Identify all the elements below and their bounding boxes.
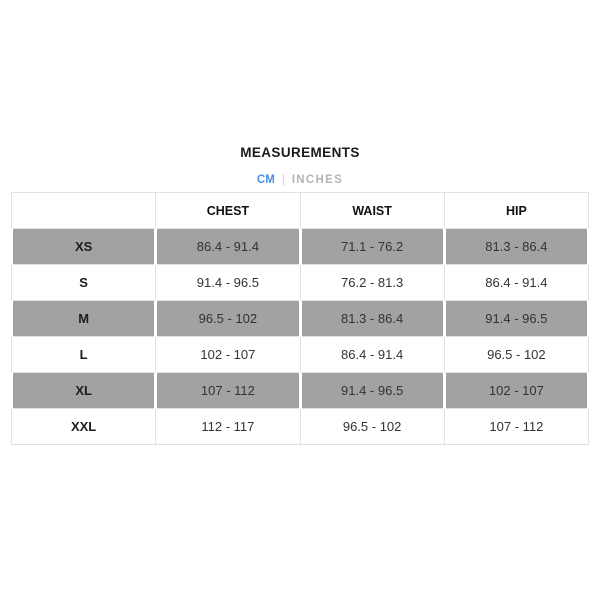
hip-value: 86.4 - 91.4 xyxy=(444,265,588,301)
waist-value: 86.4 - 91.4 xyxy=(300,337,444,373)
hip-value: 107 - 112 xyxy=(444,409,588,445)
header-chest: CHEST xyxy=(156,193,300,229)
waist-value: 96.5 - 102 xyxy=(300,409,444,445)
size-label: XXL xyxy=(12,409,156,445)
size-label: XS xyxy=(12,229,156,265)
waist-value: 91.4 - 96.5 xyxy=(300,373,444,409)
header-waist: WAIST xyxy=(300,193,444,229)
waist-value: 71.1 - 76.2 xyxy=(300,229,444,265)
header-hip: HIP xyxy=(444,193,588,229)
table-row-m xyxy=(12,301,589,337)
hip-value: 91.4 - 96.5 xyxy=(444,301,588,337)
waist-value: 76.2 - 81.3 xyxy=(300,265,444,301)
table-row-xs xyxy=(12,229,589,265)
chest-value: 86.4 - 91.4 xyxy=(156,229,300,265)
size-label: S xyxy=(12,265,156,301)
unit-cm-button[interactable]: CM xyxy=(256,174,275,186)
chest-value: 102 - 107 xyxy=(156,337,300,373)
size-label: XL xyxy=(12,373,156,409)
measurements-table xyxy=(10,192,590,445)
page-title: MEASUREMENTS xyxy=(240,145,360,160)
table-row-xl xyxy=(12,373,589,409)
unit-toggle xyxy=(0,172,600,188)
unit-toggle-divider: | xyxy=(281,174,285,186)
waist-value: 81.3 - 86.4 xyxy=(300,301,444,337)
unit-inches-button[interactable]: INCHES xyxy=(291,174,344,186)
table-row-l xyxy=(12,337,589,373)
table-row-s xyxy=(12,265,589,301)
chest-value: 96.5 - 102 xyxy=(156,301,300,337)
hip-value: 96.5 - 102 xyxy=(444,337,588,373)
header-row xyxy=(12,193,589,229)
size-label: M xyxy=(12,301,156,337)
hip-value: 102 - 107 xyxy=(444,373,588,409)
header-size xyxy=(12,193,156,229)
chest-value: 112 - 117 xyxy=(156,409,300,445)
table-row-xxl xyxy=(12,409,589,445)
chest-value: 91.4 - 96.5 xyxy=(156,265,300,301)
chest-value: 107 - 112 xyxy=(156,373,300,409)
size-label: L xyxy=(12,337,156,373)
hip-value: 81.3 - 86.4 xyxy=(444,229,588,265)
